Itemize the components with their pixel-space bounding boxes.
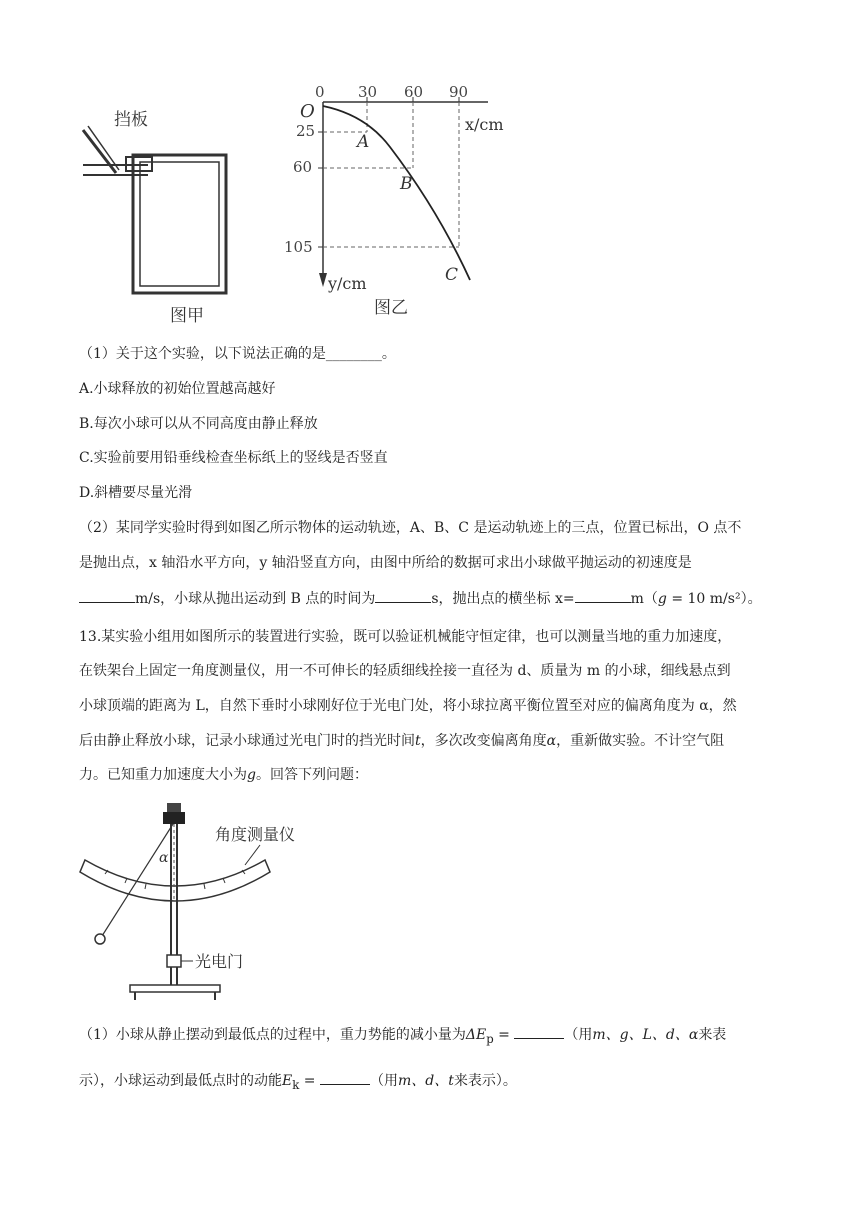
q12-part2-line2: 是抛出点，x 轴沿水平方向，y 轴沿竖直方向，由图中所给的数据可求出小球做平抛运动的初速度是 bbox=[79, 555, 692, 571]
x-tick-0: 0 bbox=[315, 83, 325, 101]
answer-blank-time[interactable] bbox=[375, 588, 431, 603]
q13-line1: 13.某实验小组用如图所示的装置进行实验，既可以验证机械能守恒定律，也可以测量当地的重力加速度， bbox=[79, 629, 732, 645]
y-axis-arrow bbox=[319, 273, 327, 287]
figure-yi bbox=[278, 75, 538, 325]
point-a-label: A bbox=[357, 132, 370, 152]
x-tick-30: 30 bbox=[358, 83, 378, 101]
figure-yi-caption: 图乙 bbox=[374, 298, 408, 318]
answer-blank-x[interactable] bbox=[575, 588, 631, 603]
q13-part1-line2: 示），小球运动到最低点时的动能$E_k$ = （用m、d、t来表示）。 bbox=[79, 1070, 517, 1095]
origin-label: O bbox=[300, 101, 315, 122]
point-b-label: B bbox=[400, 174, 413, 194]
q12-part2-line3: m/s，小球从抛出运动到 B 点的时间为 s，抛出点的横坐标 x= m（g = 10 m/s²）。 bbox=[79, 588, 762, 609]
x-tick-90: 90 bbox=[449, 83, 469, 101]
figure-jia-caption: 图甲 bbox=[170, 306, 204, 325]
q12-option-c: C.实验前要用铅垂线检查坐标纸上的竖线是否竖直 bbox=[79, 450, 388, 466]
q12-option-b: B.每次小球可以从不同高度由静止释放 bbox=[79, 416, 318, 432]
baffle-label: 挡板 bbox=[114, 110, 148, 130]
baffle-plate bbox=[83, 130, 116, 173]
point-c-label: C bbox=[445, 265, 459, 285]
clamp bbox=[163, 812, 185, 824]
q13-line4: 后由静止释放小球，记录小球通过光电门时的挡光时间t，多次改变偏离角度α，重新做实验。不计空气阻 bbox=[79, 733, 725, 749]
figure-pendulum bbox=[75, 800, 335, 1010]
q12-option-d: D.斜槽要尽量光滑 bbox=[79, 485, 193, 501]
stand-base bbox=[130, 985, 220, 992]
y-axis-label: y/cm bbox=[328, 274, 367, 293]
photogate-label: 光电门 bbox=[195, 952, 244, 971]
x-tick-60: 60 bbox=[404, 83, 424, 101]
q13-line5: 力。已知重力加速度大小为g。回答下列问题： bbox=[79, 767, 368, 783]
angle-scale bbox=[80, 860, 270, 901]
figure-jia bbox=[78, 95, 258, 325]
string bbox=[102, 824, 173, 936]
ball bbox=[95, 934, 105, 944]
answer-blank-ep[interactable] bbox=[514, 1024, 564, 1039]
q12-option-a: A.小球释放的初始位置越高越好 bbox=[79, 381, 276, 397]
photogate bbox=[167, 955, 181, 967]
q12-part1: （1）关于这个实验，以下说法正确的是________。 bbox=[79, 346, 396, 362]
y-tick-105: 105 bbox=[284, 238, 313, 256]
y-tick-25: 25 bbox=[296, 122, 316, 140]
alpha-label: α bbox=[159, 850, 169, 866]
answer-blank-v0[interactable] bbox=[79, 588, 135, 603]
answer-blank-ek[interactable] bbox=[320, 1070, 370, 1085]
q12-part2-line1: （2）某同学实验时得到如图乙所示物体的运动轨迹，A、B、C 是运动轨迹上的三点，位置已标出，O 点不 bbox=[79, 520, 742, 536]
q13-part1-line1: （1）小球从静止摆动到最低点的过程中，重力势能的减小量为$\Delta E_p$ = （用m、g、L、d、α来表 bbox=[79, 1024, 726, 1049]
guide-lines bbox=[323, 102, 459, 247]
clamp-screw bbox=[167, 803, 181, 813]
y-tick-60: 60 bbox=[293, 158, 313, 176]
x-axis-label: x/cm bbox=[465, 115, 504, 134]
instrument-label: 角度测量仪 bbox=[215, 825, 296, 844]
q13-line3: 小球顶端的距离为 L，自然下垂时小球刚好位于光电门处，将小球拉离平衡位置至对应的偏离角度为 α，然 bbox=[79, 698, 737, 714]
q13-line2: 在铁架台上固定一角度测量仪，用一不可伸长的轻质细线拴接一直径为 d、质量为 m 的小球，细线悬点到 bbox=[79, 663, 731, 679]
